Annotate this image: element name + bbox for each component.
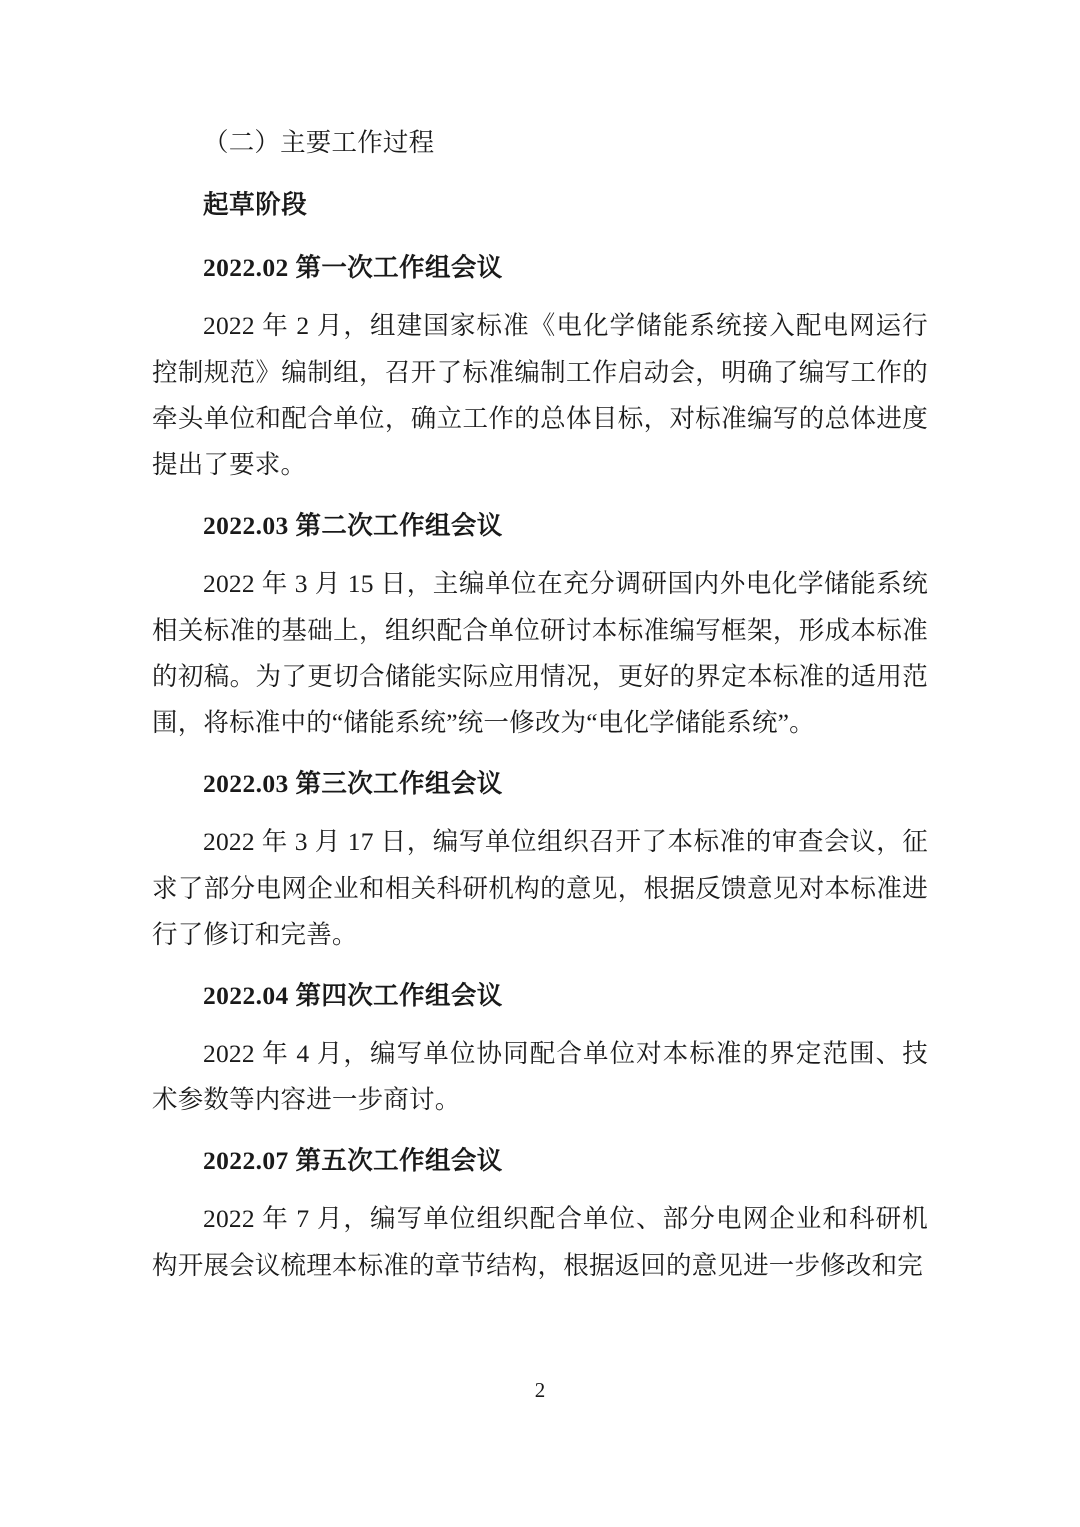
stage-heading: 起草阶段 bbox=[203, 190, 308, 220]
meeting-body-2: 2022 年 3 月 15 日，主编单位在充分调研国内外电化学储能系统相关标准的基础上，组织配合单位研讨本标准编写框架，形成本标准的初稿。为了更切合储能实际应用情况，更好的界定本标准的适用范围，将标准中的“储能系统”统一修改为“电化学储能系统”。 bbox=[152, 569, 928, 738]
meeting-body-3: 2022 年 3 月 17 日，编写单位组织召开了本标准的审查会议，征求了部分电网企业和相关科研机构的意见，根据反馈意见对本标准进行了修订和完善。 bbox=[152, 827, 928, 950]
meeting-heading-4: 2022.04 第四次工作组会议 bbox=[203, 980, 503, 1010]
meeting-heading-2: 2022.03 第二次工作组会议 bbox=[203, 510, 503, 540]
page-number: 2 bbox=[534, 1378, 546, 1402]
meeting-body-5: 2022 年 7 月，编写单位组织配合单位、部分电网企业和科研机构开展会议梳理本标准的章节结构，根据返回的意见进一步修改和完 bbox=[152, 1204, 928, 1280]
section-heading: （二）主要工作过程 bbox=[203, 128, 435, 157]
meeting-heading-3: 2022.03 第三次工作组会议 bbox=[203, 768, 503, 798]
document-body bbox=[152, 120, 928, 1289]
meeting-heading-1: 2022.02 第一次工作组会议 bbox=[203, 252, 503, 282]
meeting-body-4: 2022 年 4 月，编写单位协同配合单位对本标准的界定范围、技术参数等内容进一步商讨。 bbox=[152, 1038, 928, 1115]
meeting-heading-5: 2022.07 第五次工作组会议 bbox=[203, 1145, 503, 1175]
meeting-body-1: 2022 年 2 月，组建国家标准《电化学储能系统接入配电网运行控制规范》编制组，召开了标准编制工作启动会，明确了编写工作的牵头单位和配合单位，确立工作的总体目标，对标准编写的总体进度提出了要求。 bbox=[152, 311, 928, 480]
